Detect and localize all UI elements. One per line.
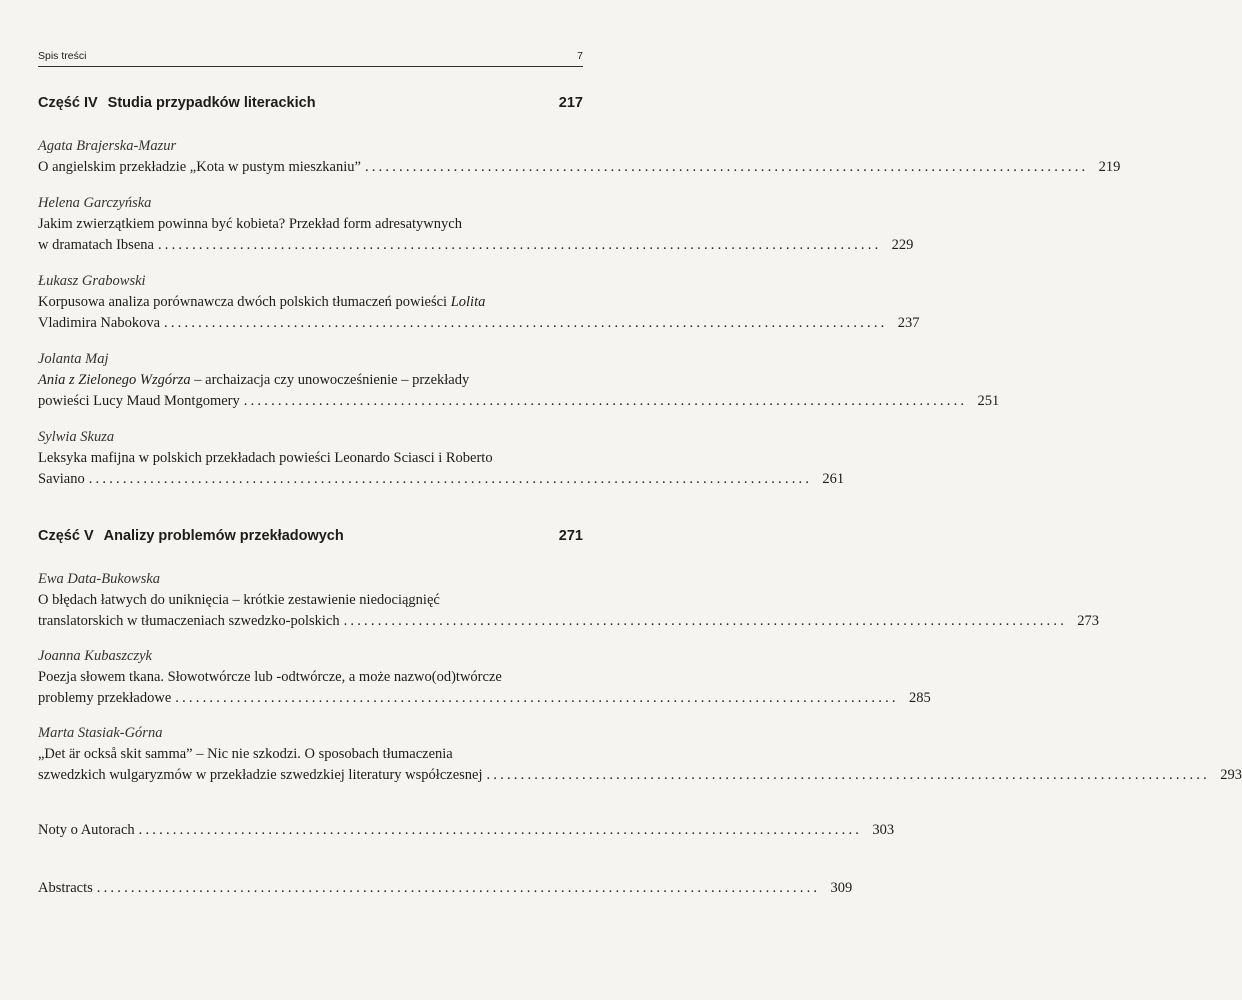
entry-page: 229 — [891, 237, 914, 253]
part-title: Analizy problemów przekładowych — [103, 528, 344, 544]
toc-entry — [38, 271, 920, 334]
entry-title-line1: Poezja słowem tkana. Słowotwórcze lub -odtwórcze, a może nazwo(od)twórcze — [38, 669, 502, 685]
entry-author: Łukasz Grabowski — [38, 273, 146, 289]
leader-dots: .......................................................................................................... — [96, 880, 821, 896]
running-head-title: Spis treści — [38, 50, 87, 62]
part-heading-iv — [38, 95, 583, 111]
entry-page: 237 — [897, 315, 920, 331]
entry-title-line1: „Det är också skit samma” – Nic nie szkodzi. O sposobach tłumaczenia — [38, 746, 453, 762]
toc-entry — [38, 427, 845, 490]
entry-page: 273 — [1077, 613, 1100, 629]
leader-dots: .......................................................................................................... — [175, 690, 899, 706]
header-rule — [38, 66, 583, 67]
leader-dots: .......................................................................................................... — [343, 613, 1068, 629]
entry-title-line1: O błędach łatwych do uniknięcia – krótkie zestawienie niedociągnięć — [38, 592, 440, 608]
entry-title: O angielskim przekładzie „Kota w pustym mieszkaniu” — [38, 159, 361, 175]
leader-dots: .......................................................................................................... — [164, 315, 888, 331]
toc-entry — [38, 646, 931, 709]
entry-title: Abstracts — [38, 880, 93, 896]
toc-entry-notes — [38, 820, 895, 841]
entry-page: 219 — [1098, 159, 1121, 175]
toc-entry — [38, 349, 1000, 412]
entry-title-line1: Leksyka mafijna w polskich przekładach powieści Leonardo Sciasci i Roberto — [38, 450, 493, 466]
entry-author: Sylwia Skuza — [38, 429, 115, 445]
entry-title-line2: translatorskich w tłumaczeniach szwedzko-polskich — [38, 613, 340, 629]
entry-title-line1: Korpusowa analiza porównawcza dwóch polskich tłumaczeń powieści Lolita — [38, 294, 486, 310]
leader-dots: .......................................................................................................... — [138, 822, 863, 838]
entry-title-line2: w dramatach Ibsena — [38, 237, 154, 253]
leader-dots: .......................................................................................................... — [157, 237, 882, 253]
entry-author: Helena Garczyńska — [38, 195, 152, 211]
entry-title-line1: Jakim zwierzątkiem powinna być kobieta? Przekład form adresatywnych — [38, 216, 462, 232]
toc-entry — [38, 723, 1242, 786]
page-number: 7 — [577, 50, 583, 62]
running-head — [38, 50, 583, 62]
toc-entry-abstracts — [38, 878, 853, 899]
part-label: Część IV — [38, 95, 98, 111]
part-title: Studia przypadków literackich — [107, 95, 316, 111]
entry-author: Ewa Data-Bukowska — [38, 571, 161, 587]
entry-author: Joanna Kubaszczyk — [38, 648, 152, 664]
toc-entry — [38, 136, 1121, 178]
entry-title-line2: Vladimira Nabokova — [38, 315, 161, 331]
entry-author: Jolanta Maj — [38, 351, 109, 367]
entry-title-line2: Saviano — [38, 471, 85, 487]
part-label: Część V — [38, 528, 94, 544]
entry-title: Noty o Autorach — [38, 822, 135, 838]
entry-page: 309 — [830, 880, 853, 896]
entry-title-line2: szwedzkich wulgaryzmów w przekładzie szwedzkiej literatury współczesnej — [38, 767, 483, 783]
entry-page: 261 — [822, 471, 845, 487]
leader-dots: .......................................................................................................... — [486, 767, 1210, 783]
entry-page: 293 — [1220, 767, 1242, 783]
leader-dots: .......................................................................................................... — [243, 393, 968, 409]
leader-dots: .......................................................................................................... — [364, 159, 1089, 175]
entry-title-line1: Ania z Zielonego Wzgórza – archaizacja czy unowocześnienie – przekłady — [38, 372, 470, 388]
entry-author: Agata Brajerska-Mazur — [38, 138, 177, 154]
entry-title-line2: problemy przekładowe — [38, 690, 172, 706]
toc-entry — [38, 569, 1100, 632]
entry-title-line2: powieści Lucy Maud Montgomery — [38, 393, 240, 409]
part-page: 271 — [558, 528, 583, 544]
part-heading-v — [38, 528, 583, 544]
toc-entry — [38, 193, 914, 256]
entry-page: 303 — [872, 822, 895, 838]
part-page: 217 — [558, 95, 583, 111]
entry-page: 285 — [908, 690, 931, 706]
entry-author: Marta Stasiak-Górna — [38, 725, 163, 741]
leader-dots: .......................................................................................................... — [88, 471, 813, 487]
entry-page: 251 — [977, 393, 1000, 409]
